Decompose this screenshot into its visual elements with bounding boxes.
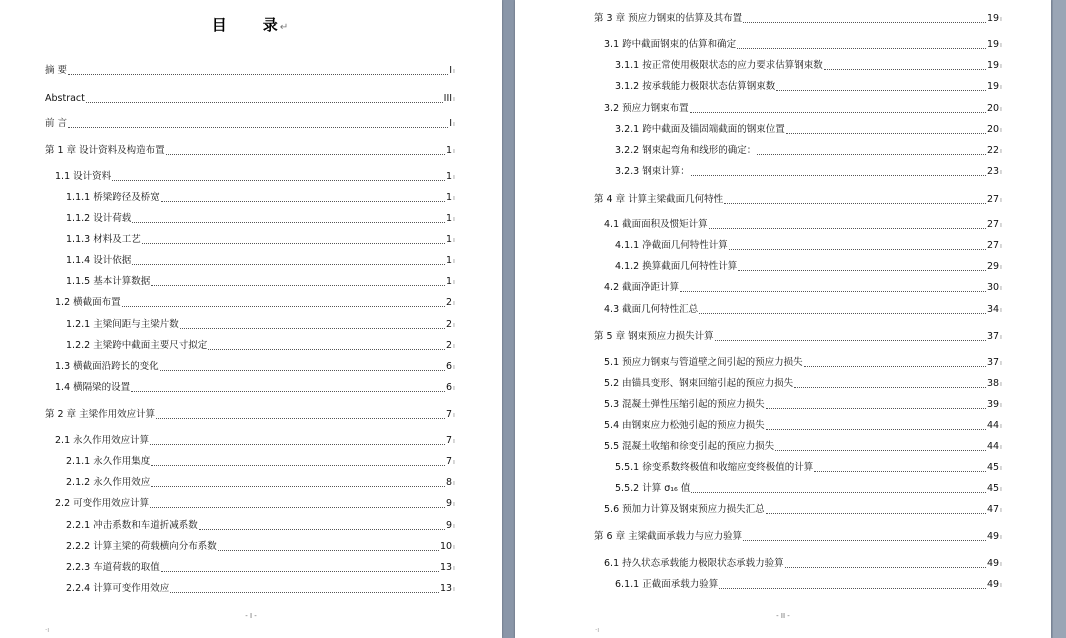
toc-entry[interactable] <box>66 476 455 490</box>
dot-leader <box>699 313 986 314</box>
toc-entry[interactable] <box>615 144 1002 158</box>
toc-entry[interactable] <box>66 318 455 332</box>
toc-entry-label: 2.2.1 冲击系数和车道折减系数 <box>66 520 198 531</box>
toc-entry[interactable] <box>604 377 1002 391</box>
dot-leader <box>112 180 445 181</box>
toc-entry-label: 摘 要 <box>45 65 68 76</box>
toc-entry-label: 3.2.1 跨中截面及锚固端截面的钢束位置 <box>615 124 785 135</box>
toc-entry-page: 7 <box>446 409 453 420</box>
paragraph-mark-icon: ı <box>1000 242 1002 250</box>
toc-entry-page: 37 <box>986 357 1000 368</box>
toc-entry[interactable] <box>615 59 1002 73</box>
toc-entry[interactable] <box>66 233 455 247</box>
toc-entry-label: 2.1.2 永久作用效应 <box>66 477 151 488</box>
dot-leader <box>757 154 986 155</box>
toc-entry-page: 2 <box>446 297 453 308</box>
toc-entry-page: 8 <box>446 477 453 488</box>
paragraph-mark-icon: ı <box>1000 263 1002 271</box>
toc-entry[interactable] <box>604 356 1002 370</box>
toc-entry-page: 6 <box>446 382 453 393</box>
dot-leader <box>775 450 986 451</box>
paragraph-mark-icon: ı <box>1000 401 1002 409</box>
toc-entry-label: 前 言 <box>45 118 68 129</box>
toc-entry[interactable] <box>55 497 455 511</box>
paragraph-mark-icon: ı <box>1000 126 1002 134</box>
paragraph-mark-icon: ı <box>453 321 455 329</box>
paragraph-mark-icon: ı <box>1000 560 1002 568</box>
dot-leader <box>766 429 986 430</box>
toc-entry-page: 9 <box>446 498 453 509</box>
toc-entry-page: 1 <box>446 255 453 266</box>
dot-leader <box>151 465 445 466</box>
paragraph-mark-icon: ı <box>1000 221 1002 229</box>
toc-entry[interactable] <box>615 80 1002 94</box>
paragraph-mark-icon: ı <box>453 411 455 419</box>
dot-leader <box>794 387 986 388</box>
toc-page-left <box>0 0 502 638</box>
dot-leader <box>150 444 445 445</box>
toc-entry[interactable] <box>66 191 455 205</box>
dot-leader <box>691 492 986 493</box>
dot-leader <box>161 201 445 202</box>
toc-entry-label: 1.1.5 基本计算数据 <box>66 276 151 287</box>
paragraph-mark-icon: ı <box>1000 83 1002 91</box>
toc-entry-label: 6.1.1 正截面承载力验算 <box>615 579 719 590</box>
page-footer: - II - <box>776 612 790 620</box>
toc-entry-label: 2.2.3 车道荷载的取值 <box>66 562 160 573</box>
toc-entry-page: 19 <box>986 39 1000 50</box>
toc-entry[interactable] <box>45 408 455 422</box>
toc-entry-label: 1.2.2 主梁跨中截面主要尺寸拟定 <box>66 340 208 351</box>
toc-entry[interactable] <box>615 461 1002 475</box>
toc-entry[interactable] <box>594 193 1002 207</box>
dot-leader <box>151 486 445 487</box>
paragraph-mark-icon: ı <box>453 278 455 286</box>
toc-entry[interactable] <box>66 582 455 596</box>
toc-entry[interactable] <box>604 218 1002 232</box>
toc-title <box>0 14 502 35</box>
paragraph-mark-icon: ı <box>1000 284 1002 292</box>
paragraph-mark-icon: ı <box>1000 333 1002 341</box>
dot-leader <box>766 408 986 409</box>
toc-entry-page: 19 <box>986 60 1000 71</box>
paragraph-mark-icon: ı <box>1000 464 1002 472</box>
toc-entry[interactable] <box>594 12 1002 26</box>
toc-entry-page: 29 <box>986 261 1000 272</box>
toc-entry[interactable] <box>615 482 1002 496</box>
paragraph-mark-icon: ı <box>453 194 455 202</box>
toc-entry-label: 5.6 预加力计算及钢束预应力损失汇总 <box>604 504 765 515</box>
page-footer: - I - <box>245 612 257 620</box>
toc-entry-page: 1 <box>446 145 453 156</box>
toc-entry-label: 3.1 跨中截面钢束的估算和确定 <box>604 39 737 50</box>
toc-entry-label: 3.2.3 钢束计算： <box>615 166 690 177</box>
toc-entry-page: 27 <box>986 219 1000 230</box>
toc-entry[interactable] <box>615 239 1002 253</box>
dot-leader <box>161 571 439 572</box>
toc-entry[interactable] <box>604 419 1002 433</box>
toc-entry-label: 3.2 预应力钢束布置 <box>604 103 689 114</box>
toc-entry-page: 38 <box>986 378 1000 389</box>
toc-entry[interactable] <box>615 165 1002 179</box>
paragraph-mark-icon: ı <box>453 500 455 508</box>
toc-entry[interactable] <box>45 64 455 78</box>
paragraph-mark-icon: ı <box>453 363 455 371</box>
dot-leader <box>824 69 986 70</box>
dot-leader <box>786 133 986 134</box>
toc-entry[interactable] <box>45 117 455 131</box>
toc-entry[interactable] <box>604 503 1002 517</box>
toc-entry[interactable] <box>55 434 455 448</box>
toc-entry[interactable] <box>55 360 455 374</box>
toc-entry-page: 2 <box>446 340 453 351</box>
toc-entry[interactable] <box>604 281 1002 295</box>
toc-entry-label: 6.1 持久状态承载能力极限状态承载力验算 <box>604 558 784 569</box>
toc-entry[interactable] <box>55 296 455 310</box>
paragraph-mark-icon: ı <box>453 147 455 155</box>
toc-entry[interactable] <box>55 170 455 184</box>
dot-leader <box>724 203 986 204</box>
toc-entry[interactable] <box>66 519 455 533</box>
paragraph-mark-icon: ı <box>453 437 455 445</box>
dot-leader <box>766 513 986 514</box>
dot-leader <box>719 588 986 589</box>
toc-entry[interactable] <box>66 339 455 353</box>
toc-entry-label: 5.2 由锚具变形、钢束回缩引起的预应力损失 <box>604 378 794 389</box>
paragraph-mark-icon: ı <box>1000 41 1002 49</box>
paragraph-mark-icon: ı <box>1000 168 1002 176</box>
toc-page-right <box>515 0 1051 638</box>
toc-entry-page: 9 <box>446 520 453 531</box>
toc-entry-label: 5.1 预应力钢束与管道壁之间引起的预应力损失 <box>604 357 803 368</box>
toc-entry[interactable] <box>66 561 455 575</box>
toc-entry[interactable] <box>604 440 1002 454</box>
toc-entry-label: 4.1.2 换算截面几何特性计算 <box>615 261 738 272</box>
toc-entry[interactable] <box>604 557 1002 571</box>
toc-entry-page: 7 <box>446 456 453 467</box>
toc-entry-label: 3.2.2 钢束起弯角和线形的确定： <box>615 145 757 156</box>
toc-entry[interactable] <box>594 330 1002 344</box>
toc-entry-label: 第 1 章 设计资料及构造布置 <box>45 145 165 156</box>
toc-entry-label: 3.1.1 按正常使用极限状态的应力要求估算钢束数 <box>615 60 823 71</box>
dot-leader <box>785 567 986 568</box>
paragraph-mark-icon: ı <box>1000 105 1002 113</box>
paragraph-mark-icon: ı <box>453 120 455 128</box>
toc-entry-page: 19 <box>986 81 1000 92</box>
toc-entry-label: 第 6 章 主梁截面承载力与应力验算 <box>594 531 743 542</box>
toc-entry[interactable] <box>604 102 1002 116</box>
toc-entry-label: 3.1.2 按承载能力极限状态估算钢束数 <box>615 81 776 92</box>
toc-entry[interactable] <box>604 303 1002 317</box>
paragraph-mark-icon: ı <box>453 585 455 593</box>
paragraph-mark-icon: ı <box>453 564 455 572</box>
toc-entry-page: 1 <box>446 213 453 224</box>
dot-leader <box>776 90 986 91</box>
toc-entry-label: 5.5.2 计算 σ₁₆ 值 <box>615 483 691 494</box>
toc-entry[interactable] <box>594 530 1002 544</box>
toc-entry-page: I <box>449 118 453 129</box>
toc-entry-page: 19 <box>986 13 1000 24</box>
dot-leader <box>743 540 986 541</box>
vertical-scrollbar[interactable] <box>1053 0 1066 638</box>
toc-entry-page: 49 <box>986 531 1000 542</box>
toc-entry-page: 27 <box>986 240 1000 251</box>
toc-entry-label: 5.3 混凝土弹性压缩引起的预应力损失 <box>604 399 765 410</box>
toc-entry-page: 1 <box>446 171 453 182</box>
dot-leader <box>743 22 986 23</box>
paragraph-mark-icon: ı <box>453 384 455 392</box>
toc-entry-label: 1.1.1 桥梁跨径及桥宽 <box>66 192 160 203</box>
toc-entry-label: Abstract <box>45 93 85 104</box>
dot-leader <box>170 592 439 593</box>
dot-leader <box>680 291 986 292</box>
toc-entry[interactable] <box>615 260 1002 274</box>
toc-entry-page: 49 <box>986 558 1000 569</box>
toc-entry-label: 第 3 章 预应力钢束的估算及其布置 <box>594 13 743 24</box>
toc-entry-page: 22 <box>986 145 1000 156</box>
paragraph-mark-icon: ı <box>1000 443 1002 451</box>
paragraph-mark-icon: ı <box>453 67 455 75</box>
dot-leader <box>86 102 443 103</box>
toc-entry-page: 34 <box>986 304 1000 315</box>
toc-entry-page: 13 <box>439 562 453 573</box>
toc-entry-page: 13 <box>439 583 453 594</box>
toc-entry-page: 20 <box>986 103 1000 114</box>
toc-entry-label: 4.1.1 净截面几何特性计算 <box>615 240 728 251</box>
toc-entry-label: 1.3 横截面沿跨长的变化 <box>55 361 159 372</box>
toc-entry[interactable] <box>615 123 1002 137</box>
dot-leader <box>142 243 445 244</box>
toc-entry-label: 4.3 截面几何特性汇总 <box>604 304 699 315</box>
dot-leader <box>737 48 986 49</box>
dot-leader <box>180 328 445 329</box>
paragraph-mark-icon: ı <box>453 458 455 466</box>
toc-entry-label: 4.2 截面净距计算 <box>604 282 680 293</box>
toc-entry-page: 1 <box>446 192 453 203</box>
paragraph-mark-icon: ı <box>453 257 455 265</box>
paragraph-mark-icon: ı <box>453 95 455 103</box>
dot-leader <box>68 127 448 128</box>
toc-entry-page: 2 <box>446 319 453 330</box>
toc-entry-page: 39 <box>986 399 1000 410</box>
dot-leader <box>132 222 445 223</box>
dot-leader <box>804 366 986 367</box>
toc-entry-page: 20 <box>986 124 1000 135</box>
toc-entry-label: 第 2 章 主梁作用效应计算 <box>45 409 156 420</box>
toc-entry[interactable] <box>66 455 455 469</box>
paragraph-mark-icon: ı <box>1000 422 1002 430</box>
paragraph-mark-icon: ı <box>1000 506 1002 514</box>
paragraph-mark-icon: ı <box>453 173 455 181</box>
paragraph-mark-icon: ı <box>1000 15 1002 23</box>
dot-leader <box>218 550 439 551</box>
dot-leader <box>691 175 986 176</box>
paragraph-mark-icon: ı <box>453 299 455 307</box>
toc-entry[interactable] <box>604 38 1002 52</box>
toc-entry[interactable] <box>66 275 455 289</box>
toc-entry-label: 2.2 可变作用效应计算 <box>55 498 150 509</box>
toc-entry[interactable] <box>45 92 455 106</box>
paragraph-mark-icon: ı <box>453 522 455 530</box>
paragraph-mark-icon: ı <box>453 215 455 223</box>
toc-entry-label: 1.4 横隔梁的设置 <box>55 382 131 393</box>
dot-leader <box>122 306 445 307</box>
dot-leader <box>68 74 448 75</box>
toc-entry-page: 6 <box>446 361 453 372</box>
toc-entry-label: 第 4 章 计算主梁截面几何特性 <box>594 194 724 205</box>
toc-entry[interactable] <box>66 254 455 268</box>
toc-entry-label: 2.1 永久作用效应计算 <box>55 435 150 446</box>
dot-leader <box>150 507 445 508</box>
toc-entry-page: III <box>443 93 453 104</box>
toc-entry-label: 5.4 由钢束应力松弛引起的预应力损失 <box>604 420 765 431</box>
paragraph-mark-icon: ı <box>1000 359 1002 367</box>
toc-entry-label: 1.1 设计资料 <box>55 171 112 182</box>
toc-entry-label: 1.1.2 设计荷载 <box>66 213 132 224</box>
dot-leader <box>160 370 445 371</box>
toc-entry[interactable] <box>45 144 455 158</box>
paragraph-mark-icon: ↵ <box>279 22 291 33</box>
dot-leader <box>715 340 986 341</box>
dot-leader <box>738 270 986 271</box>
toc-entry[interactable] <box>66 212 455 226</box>
toc-entry[interactable] <box>55 381 455 395</box>
toc-entry-page: 45 <box>986 483 1000 494</box>
toc-entry-label: 5.5.1 徐变系数终极值和收缩应变终极值的计算 <box>615 462 814 473</box>
toc-entry[interactable] <box>615 578 1002 592</box>
toc-entry-label: 4.1 截面面积及惯矩计算 <box>604 219 708 230</box>
toc-entry-page: 37 <box>986 331 1000 342</box>
toc-entry-label: 2.1.1 永久作用集度 <box>66 456 151 467</box>
toc-entry-label: 1.1.4 设计依据 <box>66 255 132 266</box>
toc-entry-label: 5.5 混凝土收缩和徐变引起的预应力损失 <box>604 441 775 452</box>
paragraph-mark-icon: ı <box>1000 196 1002 204</box>
paragraph-mark-icon: ı <box>1000 306 1002 314</box>
toc-entry[interactable] <box>66 540 455 554</box>
toc-entry-page: 49 <box>986 579 1000 590</box>
paragraph-mark-icon: ı <box>1000 380 1002 388</box>
paragraph-mark-icon: ı <box>453 236 455 244</box>
toc-entry-label: 2.2.4 计算可变作用效应 <box>66 583 170 594</box>
toc-entry-page: 44 <box>986 420 1000 431</box>
dot-leader <box>156 418 445 419</box>
toc-entry-page: 44 <box>986 441 1000 452</box>
corner-mark: ·ı <box>45 626 50 634</box>
toc-entry-page: I <box>449 65 453 76</box>
toc-entry-page: 27 <box>986 194 1000 205</box>
toc-entry-page: 45 <box>986 462 1000 473</box>
dot-leader <box>131 391 445 392</box>
paragraph-mark-icon: ı <box>453 479 455 487</box>
paragraph-mark-icon: ı <box>1000 533 1002 541</box>
toc-title-text: 目 录 <box>211 16 280 34</box>
toc-entry-page: 1 <box>446 276 453 287</box>
toc-entry-label: 第 5 章 钢束预应力损失计算 <box>594 331 714 342</box>
paragraph-mark-icon: ı <box>453 543 455 551</box>
dot-leader <box>690 112 986 113</box>
paragraph-mark-icon: ı <box>1000 485 1002 493</box>
toc-entry-page: 30 <box>986 282 1000 293</box>
toc-entry-label: 1.2.1 主梁间距与主梁片数 <box>66 319 179 330</box>
paragraph-mark-icon: ı <box>1000 581 1002 589</box>
paragraph-mark-icon: ı <box>1000 62 1002 70</box>
dot-leader <box>709 228 986 229</box>
toc-entry-label: 2.2.2 计算主梁的荷载横向分布系数 <box>66 541 217 552</box>
corner-mark: ·ı <box>595 626 600 634</box>
dot-leader <box>208 349 445 350</box>
dot-leader <box>151 285 445 286</box>
toc-entry-page: 47 <box>986 504 1000 515</box>
toc-entry-page: 1 <box>446 234 453 245</box>
dot-leader <box>166 154 445 155</box>
toc-entry-page: 23 <box>986 166 1000 177</box>
dot-leader <box>729 249 986 250</box>
toc-entry-label: 1.2 横截面布置 <box>55 297 121 308</box>
toc-entry[interactable] <box>604 398 1002 412</box>
paragraph-mark-icon: ı <box>453 342 455 350</box>
dot-leader <box>132 264 445 265</box>
dot-leader <box>814 471 986 472</box>
paragraph-mark-icon: ı <box>1000 147 1002 155</box>
dot-leader <box>199 529 445 530</box>
toc-entry-label: 1.1.3 材料及工艺 <box>66 234 141 245</box>
toc-entry-page: 10 <box>439 541 453 552</box>
toc-entry-page: 7 <box>446 435 453 446</box>
